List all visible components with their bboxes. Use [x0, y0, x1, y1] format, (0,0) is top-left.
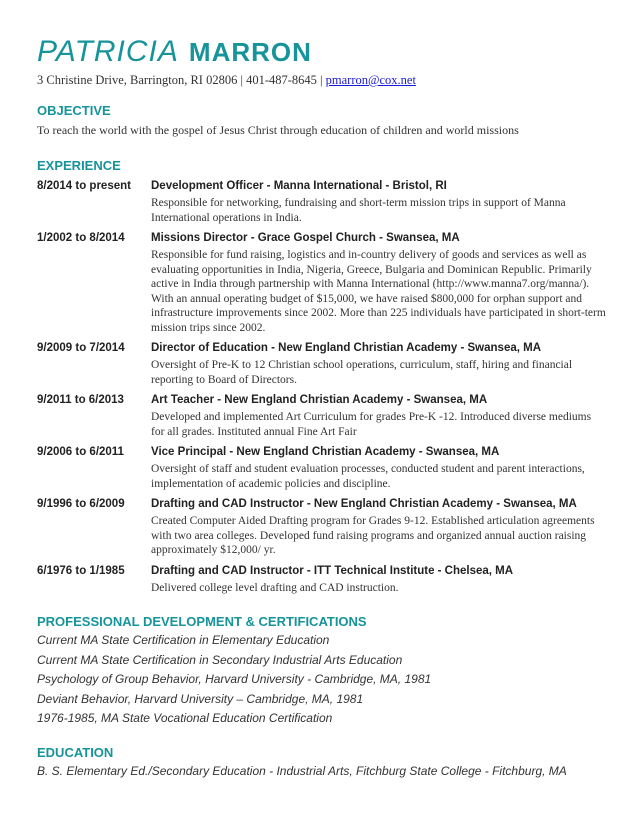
entry-title: Art Teacher - New England Christian Academy - Swansea, MA	[151, 394, 488, 406]
entry-title: Drafting and CAD Instructor - ITT Technical Institute - Chelsea, MA	[151, 564, 514, 577]
entry-description: Created Computer Aided Drafting program for Grades 9-12. Established articulation agreements with two area colleges. Developed fund raising programs and organized annual auction raising approximately $12,000/ yr.	[151, 515, 595, 556]
entry-date: 8/2014 to present	[37, 180, 131, 192]
entry-description: Responsible for networking, fundraising and short-term mission trips in support of Manna International operations in India.	[151, 197, 566, 224]
entry-description: Responsible for fund raising, logistics and in-country delivery of goods and services as well as evaluating opportunities in India, Nigeria, Greece, Bulgaria and Dominican Republic. Primarily active in India through partnership with Manna International (http://www.manna7.org/manna/). With an annual operating budget of $15,000, we have raised $800,000 for orphan support and infrastructure improvements since 2002. More than 225 individuals have participated in short-term mission trips since 2002.	[151, 249, 606, 334]
education-item: B. S. Elementary Ed./Secondary Education - Industrial Arts, Fitchburg State College - Fitchburg, MA	[37, 763, 567, 778]
entry-description: Oversight of staff and student evaluation processes, conducted student and parent interactions, implementation of academic policies and discipline.	[151, 463, 585, 490]
experience-entry	[37, 565, 607, 596]
entry-title: Director of Education - New England Christian Academy - Swansea, MA	[151, 342, 542, 354]
entry-date: 1/2002 to 8/2014	[37, 232, 125, 244]
entry-date: 9/1996 to 6/2009	[37, 498, 125, 510]
experience-entry	[37, 180, 607, 225]
first-name: PATRICIA	[37, 35, 179, 68]
certification-item: Current MA State Certification in Elementary Education	[37, 633, 330, 647]
certification-item: 1976-1985, MA State Vocational Education Certification	[37, 711, 333, 725]
objective-heading: OBJECTIVE	[37, 103, 111, 118]
experience-entry	[37, 498, 607, 558]
entry-title: Development Officer - Manna International - Bristol, RI	[151, 180, 447, 192]
email-link[interactable]: pmarron@cox.net	[325, 73, 416, 87]
experience-entry	[37, 446, 607, 491]
entry-date: 9/2011 to 6/2013	[37, 394, 124, 406]
professional-heading: PROFESSIONAL DEVELOPMENT & CERTIFICATIONS	[37, 614, 367, 629]
entry-date: 9/2006 to 6/2011	[37, 446, 124, 458]
entry-title: Missions Director - Grace Gospel Church - Swansea, MA	[151, 232, 460, 244]
experience-heading: EXPERIENCE	[37, 158, 121, 173]
education-heading: EDUCATION	[37, 744, 114, 760]
certification-item: Current MA State Certification in Secondary Industrial Arts Education	[37, 652, 403, 667]
name-heading	[37, 34, 607, 70]
objective-text: To reach the world with the gospel of Jesus Christ through education of children and world missions	[37, 123, 519, 137]
entry-date: 9/2009 to 7/2014	[37, 342, 125, 354]
entry-title: Vice Principal - New England Christian Academy - Swansea, MA	[151, 446, 500, 458]
experience-list	[37, 180, 607, 595]
experience-entry	[37, 232, 607, 335]
entry-description: Delivered college level drafting and CAD instruction.	[151, 581, 399, 594]
experience-entry	[37, 342, 607, 387]
certification-item: Deviant Behavior, Harvard University – Cambridge, MA, 1981	[37, 691, 364, 706]
entry-description: Oversight of Pre-K to 12 Christian school operations, curriculum, staff, hiring and financial reporting to Board of Directors.	[151, 359, 573, 386]
entry-date: 6/1976 to 1/1985	[37, 564, 125, 577]
contact-line	[37, 73, 607, 88]
professional-list	[37, 631, 607, 729]
contact-details: 3 Christine Drive, Barrington, RI 02806 | 401-487-8645 |	[37, 73, 323, 87]
experience-entry	[37, 394, 607, 439]
entry-title: Drafting and CAD Instructor - New England Christian Academy - Swansea, MA	[151, 498, 577, 510]
entry-description: Developed and implemented Art Curriculum for grades Pre-K -12. Introduced diverse mediums for all grades. Instituted annual Fine Art Fair	[151, 411, 592, 438]
last-name: MARRON	[188, 37, 312, 67]
certification-item: Psychology of Group Behavior, Harvard University - Cambridge, MA, 1981	[37, 672, 432, 686]
resume-page	[37, 34, 607, 781]
